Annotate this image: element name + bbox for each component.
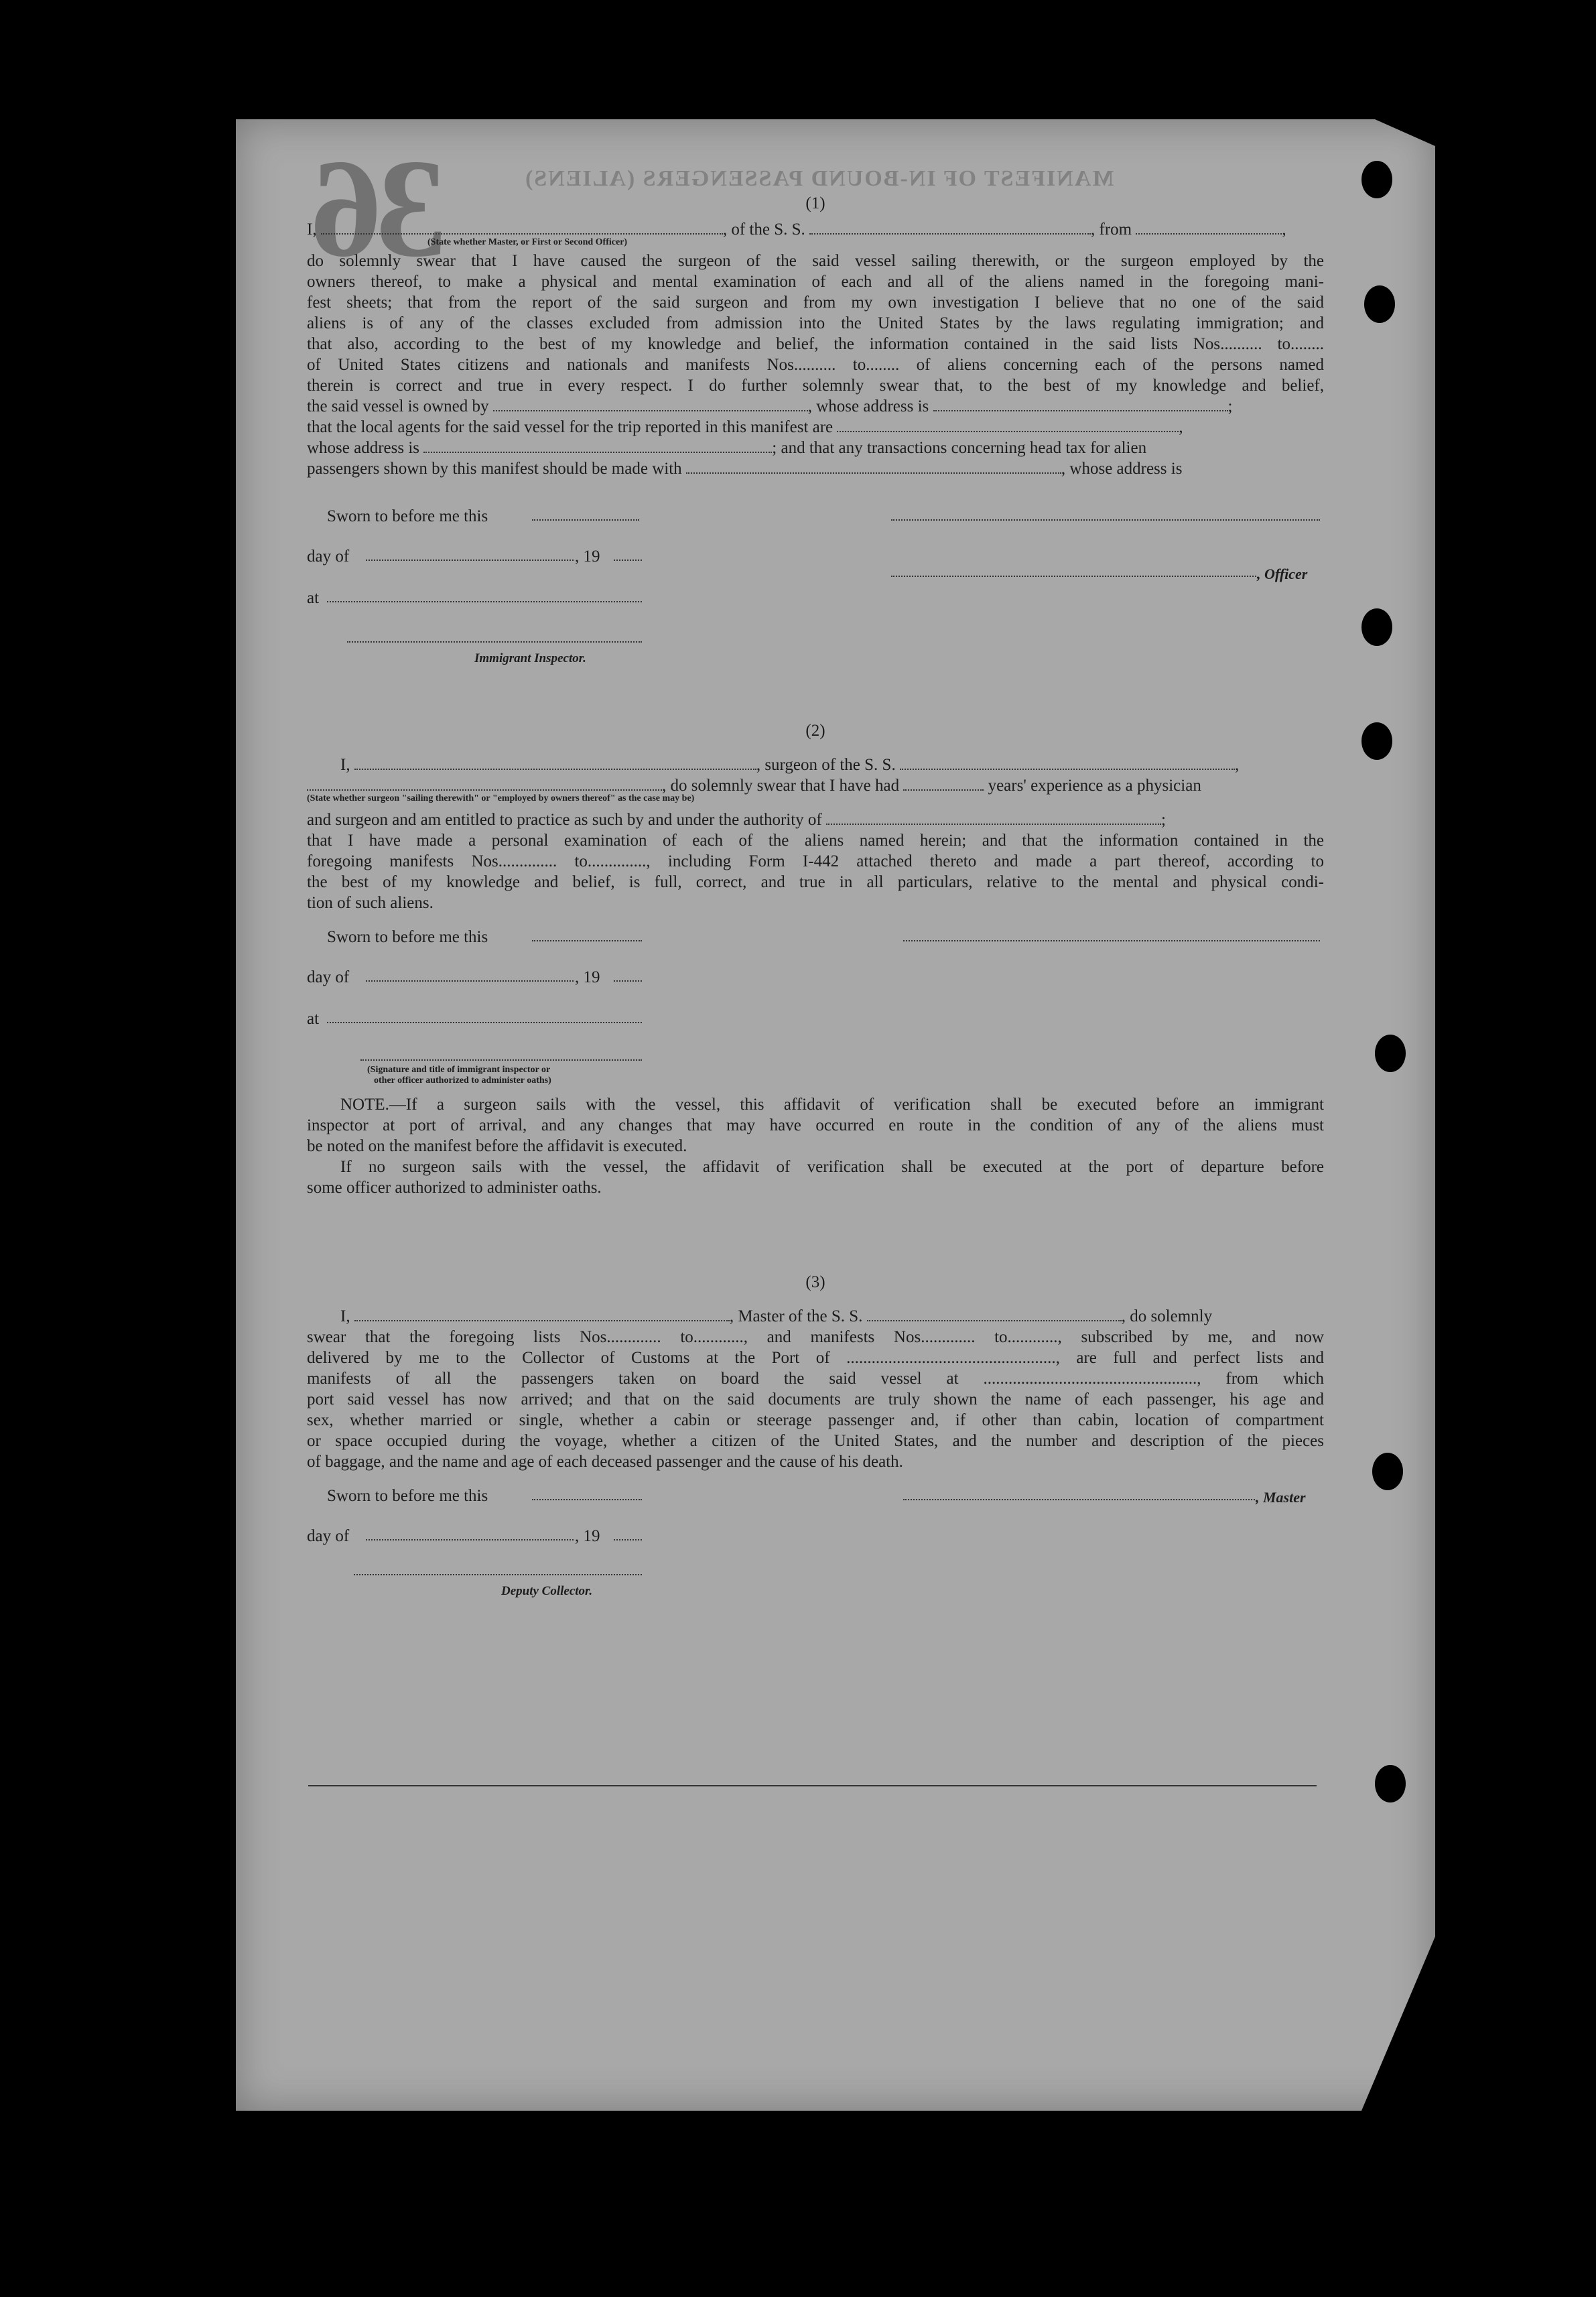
text-line: owners thereof, to make a physical and mental examination of each and all of the aliens named in the foregoing mani- [307, 273, 1324, 291]
text: and surgeon and am entitled to practice as such by and under the authority of [307, 811, 822, 829]
field-caption: (State whether surgeon "sailing therewith" or "employed by owners thereof" as the case may be) [307, 793, 695, 803]
fill-in-blank [900, 755, 1235, 770]
punch-hole [1375, 1765, 1406, 1802]
fill-in-blank [686, 459, 1061, 474]
fill-in-blank [933, 397, 1228, 411]
text-line: fest sheets; that from the report of the said surgeon and from my own investigation I believe that no one of the said [307, 293, 1324, 312]
signature-line [360, 1059, 642, 1061]
text-line: of United States citizens and nationals and manifests Nos.......... to........ of aliens concerning each of the persons named [307, 356, 1324, 374]
page-corner-torn [1361, 1937, 1435, 2111]
fill-in-blank [532, 940, 642, 941]
text: , [1234, 756, 1240, 774]
note-line: be noted on the manifest before the affidavit is executed. [307, 1137, 687, 1155]
fill-in-blank [614, 560, 642, 561]
text-line: that also, according to the best of my knowledge and belief, the information contained in the said lists Nos.......... to........ [307, 335, 1324, 353]
section-number: (2) [805, 722, 825, 740]
note-line: inspector at port of arrival, and any changes that may have occurred en route in the condition of any of the aliens must [307, 1116, 1324, 1134]
fill-in-blank [354, 755, 756, 770]
text: , whose address is [1061, 460, 1183, 478]
text: , Master of the S. S. [729, 1307, 863, 1325]
text-line: manifests of all the passengers taken on board the said vessel at ..................................................., from which [307, 1370, 1324, 1388]
section-3-signature-block [307, 1486, 1324, 1620]
day-label: day of [307, 547, 350, 566]
note-line: some officer authorized to administer oaths. [307, 1179, 602, 1197]
fill-in-blank [1136, 220, 1282, 235]
signature-line [891, 519, 1320, 521]
stamp-number: 36 [316, 131, 446, 286]
text: , from [1091, 220, 1132, 239]
text: , whose address is [807, 397, 929, 415]
address-line [307, 438, 1324, 458]
agents-line [307, 417, 1324, 438]
note-line: If no surgeon sails with the vessel, the affidavit of verification shall be executed at the port of departure before [340, 1158, 1324, 1176]
text: ; [1161, 811, 1166, 829]
field-caption: (State whether Master, or First or Second Officer) [427, 237, 628, 247]
punch-hole [1361, 722, 1392, 760]
text: passengers shown by this manifest should be made with [307, 460, 682, 478]
sworn-label: Sworn to before me this [327, 1487, 488, 1505]
text: I, [307, 220, 317, 239]
fill-in-blank [532, 519, 639, 521]
section-3-first-line [307, 1306, 1324, 1327]
signature-line [903, 1499, 1255, 1500]
text-line: of baggage, and the name and age of each deceased passenger and the cause of his death. [307, 1453, 903, 1471]
text: whose address is [307, 439, 420, 457]
fill-in-blank [614, 980, 642, 982]
punch-hole [1372, 1453, 1403, 1490]
text-line: sex, whether married or single, whether a cabin or steerage passenger and, if other than cabin, location of compartment [307, 1411, 1324, 1429]
text-line: do solemnly swear that I have caused the surgeon of the said vessel sailing therewith, or the surgeon employed by the [307, 252, 1324, 270]
fill-in-blank [307, 776, 662, 791]
text-line: tion of such aliens. [307, 894, 434, 912]
owner-line [307, 396, 1324, 417]
signature-line [354, 1574, 642, 1575]
text-line: that I have made a personal examination of each of the aliens named herein; and that the information contained in the [307, 832, 1324, 850]
fill-in-blank [532, 1499, 642, 1500]
master-label: , Master [1256, 1489, 1306, 1506]
text-line: foregoing manifests Nos.............. to.............., including Form I-442 attached thereto and made a part thereof, according to [307, 852, 1324, 870]
punch-hole [1364, 285, 1395, 323]
year-label: , 19 [575, 547, 600, 566]
text: , do solemnly [1121, 1307, 1213, 1325]
fill-in-blank [614, 1539, 642, 1540]
bottom-rule [308, 1785, 1317, 1786]
section-number: (3) [805, 1273, 825, 1291]
text-line: the best of my knowledge and belief, is full, correct, and true in all particulars, relative to the mental and physical condi- [307, 873, 1324, 891]
signature-line [903, 940, 1320, 941]
text-line: delivered by me to the Collector of Customs at the Port of .................................................., are full and perfect lists and [307, 1349, 1324, 1367]
punch-hole [1375, 1035, 1406, 1072]
at-label: at [307, 1010, 320, 1028]
day-label: day of [307, 968, 350, 986]
bleed-through-header: MANIFEST OF IN-BOUND PASSENGERS (ALIENS) [524, 166, 1114, 191]
fill-in-blank [809, 220, 1091, 235]
fill-in-blank [867, 1307, 1122, 1321]
fill-in-blank [321, 220, 723, 235]
year-label: , 19 [575, 968, 600, 986]
text-line: swear that the foregoing lists Nos............. to............, and manifests Nos............. to............, subscribed by me, and now [307, 1328, 1324, 1346]
text: , [1179, 418, 1183, 436]
fill-in-blank [493, 397, 808, 411]
year-label: , 19 [575, 1527, 600, 1545]
fill-in-blank [366, 1539, 574, 1540]
text: I, [340, 756, 350, 774]
text: ; [1227, 397, 1233, 415]
passengers-line [307, 458, 1324, 479]
page-corner-torn [1375, 119, 1435, 146]
signature-line [347, 641, 642, 643]
fill-in-blank [327, 601, 642, 602]
text: the said vessel is owned by [307, 397, 489, 415]
text: I, [340, 1307, 350, 1325]
text-line: aliens is of any of the classes excluded from admission into the United States by the laws regulating immigration; and [307, 314, 1324, 332]
punch-hole [1361, 161, 1392, 198]
text: ; and that any transactions concerning head tax for alien [772, 439, 1147, 457]
text: that the local agents for the said vessel for the trip reported in this manifest are [307, 418, 834, 436]
officer-label: , Officer [1257, 566, 1308, 582]
sworn-label: Sworn to before me this [327, 928, 488, 946]
signature-line [891, 576, 1256, 577]
collector-label: Deputy Collector. [501, 1584, 593, 1598]
field-caption: (Signature and title of immigrant inspector or [367, 1065, 551, 1075]
document-page [236, 119, 1435, 2111]
text: , of the S. S. [722, 220, 805, 239]
fill-in-blank [903, 776, 984, 791]
section-2-first-line [307, 754, 1324, 775]
text-line: port said vessel has now arrived; and that on the said documents are truly shown the name of each passenger, his age and [307, 1390, 1324, 1408]
fill-in-blank [354, 1307, 730, 1321]
section-number: (1) [805, 194, 825, 212]
fill-in-blank [423, 438, 772, 453]
text: , surgeon of the S. S. [756, 756, 896, 774]
fill-in-blank [366, 980, 574, 982]
fill-in-blank [327, 1022, 642, 1023]
section-1-signature-block [307, 506, 1324, 673]
sworn-label: Sworn to before me this [327, 507, 488, 525]
text-line: therein is correct and true in every respect. I do further solemnly swear that, to the best of my knowledge and belief, [307, 377, 1324, 395]
affidavit-content [307, 193, 1324, 1620]
text: , [1282, 220, 1286, 239]
field-caption: other officer authorized to administer oaths) [374, 1075, 551, 1086]
fill-in-blank [366, 560, 574, 561]
authority-line [307, 809, 1324, 830]
note-line: NOTE.—If a surgeon sails with the vessel, this affidavit of verification shall be executed before an immigrant [340, 1096, 1324, 1114]
section-2-signature-block [307, 927, 1324, 1094]
inspector-label: Immigrant Inspector. [474, 651, 586, 665]
fill-in-blank [826, 810, 1161, 825]
day-label: day of [307, 1527, 350, 1545]
text-line: or space occupied during the voyage, whether a citizen of the United States, and the number and description of the pieces [307, 1432, 1324, 1450]
punch-hole [1361, 608, 1392, 646]
at-label: at [307, 589, 320, 607]
text: , do solemnly swear that I have had [662, 777, 900, 795]
text: years' experience as a physician [988, 777, 1201, 795]
fill-in-blank [837, 417, 1179, 432]
